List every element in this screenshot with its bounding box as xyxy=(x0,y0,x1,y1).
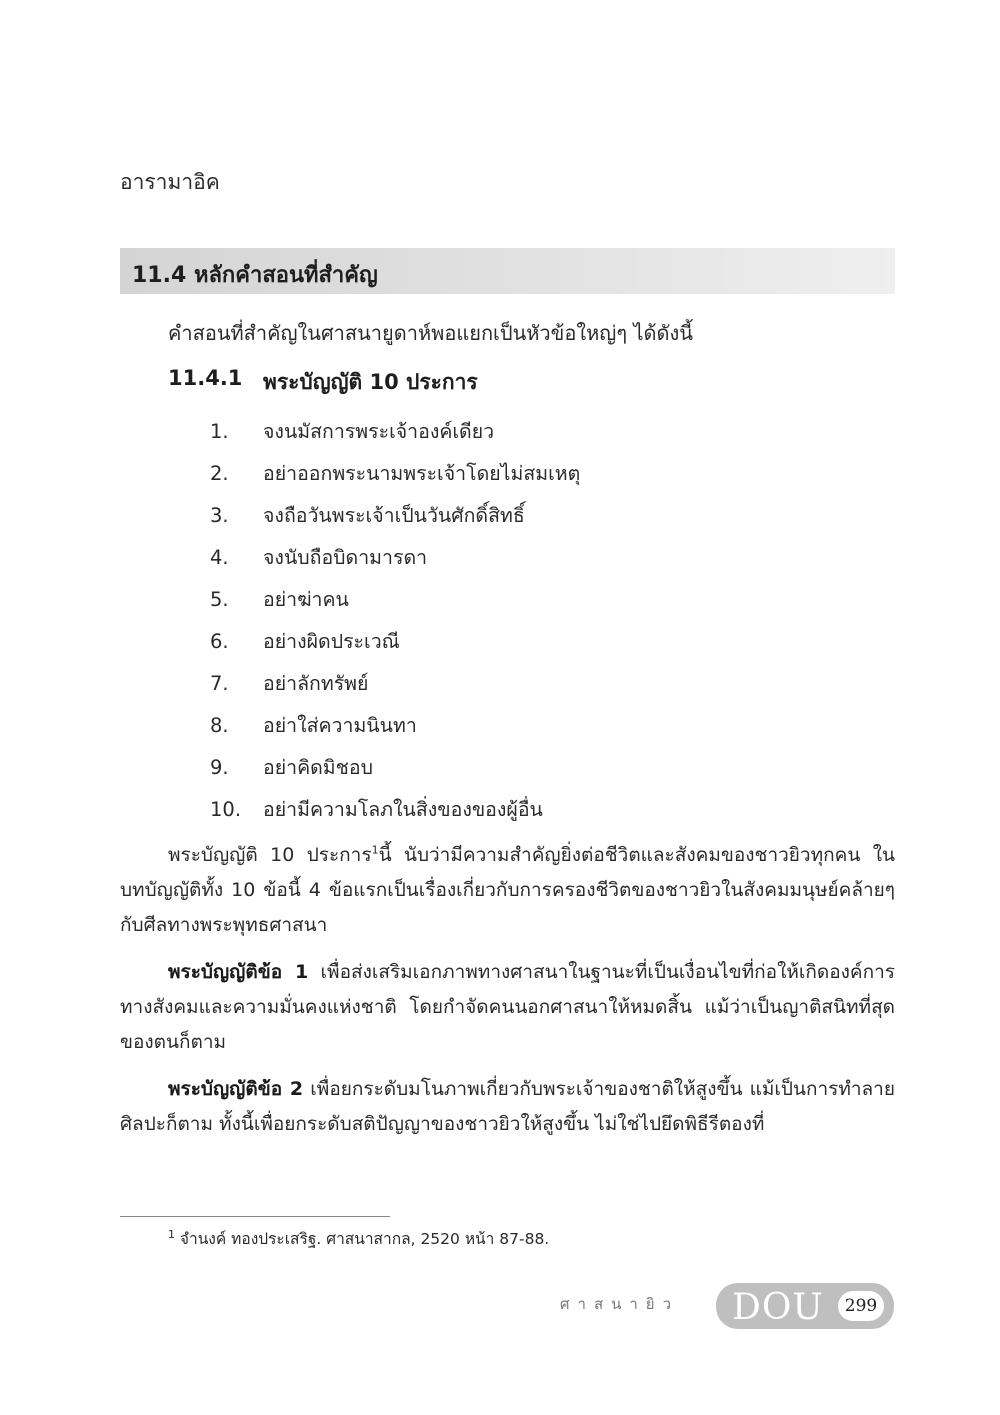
list-item-number: 8. xyxy=(210,713,229,737)
running-title: ศาสนายิว xyxy=(560,1295,679,1313)
list-item-text: จงถือวันพระเจ้าเป็นวันศักดิ์สิทธิ์ xyxy=(263,503,525,527)
list-item-text: อย่างผิดประเวณี xyxy=(263,629,400,653)
section-header xyxy=(120,248,895,294)
footnote-reference: 1 xyxy=(371,843,379,857)
list-item-text: จงนับถือบิดามารดา xyxy=(263,545,428,569)
paragraph-bold-lead: พระบัญญัติข้อ 2 xyxy=(168,1078,304,1100)
footnote xyxy=(168,1226,549,1251)
paragraph-text: นี้ นับว่ามีความสำคัญยิ่งต่อชีวิตและสังคมของชาวยิวทุกคน ในบทบัญญัติทั้ง 10 ข้อนี้ 4 ข้อแรกเป็นเรื่องเกี่ยวกับการครองชีวิตของชาวยิวในสังคมมนุษย์คล้ายๆ กับศีลทางพระพุทธศาสนา xyxy=(120,844,895,936)
list-item xyxy=(210,620,580,662)
list-item-text: อย่ามีความโลภในสิ่งของของผู้อื่น xyxy=(263,797,543,821)
commandment-list xyxy=(210,410,580,830)
list-item xyxy=(210,704,580,746)
list-item-number: 10. xyxy=(210,797,242,821)
list-item xyxy=(210,788,580,830)
list-item-number: 6. xyxy=(210,629,229,653)
list-item-number: 1. xyxy=(210,419,229,443)
list-item xyxy=(210,536,580,578)
list-item-text: อย่าลักทรัพย์ xyxy=(263,671,369,695)
paragraph-1 xyxy=(120,838,895,943)
list-item-text: อย่าฆ่าคน xyxy=(263,587,349,611)
paragraph-text: เพื่อยกระดับมโนภาพเกี่ยวกับพระเจ้าของชาติให้สูงขึ้น แม้เป็นการทำลายศิลปะก็ตาม ทั้งนี้เพื่อยกระดับสติปัญญาของชาวยิวให้สูงขึ้น ไม่ใช่ไปยึดพิธีรีตองที่ xyxy=(120,1078,895,1135)
intro-text: คำสอนที่สำคัญในศาสนายูดาห์พอแยกเป็นหัวข้อใหญ่ๆ ได้ดังนี้ xyxy=(168,321,693,345)
list-item-number: 9. xyxy=(210,755,229,779)
list-item-number: 4. xyxy=(210,545,229,569)
dou-logo-badge xyxy=(716,1283,894,1329)
list-item-text: อย่าใส่ความนินทา xyxy=(263,713,417,737)
dou-logo-text: DOU xyxy=(732,1287,824,1328)
paragraph-lead: พระบัญญัติ 10 ประการ xyxy=(168,844,372,866)
list-item-number: 7. xyxy=(210,671,229,695)
list-item xyxy=(210,452,580,494)
paragraph-text: เพื่อส่งเสริมเอกภาพทางศาสนาในฐานะที่เป็นเงื่อนไขที่ก่อให้เกิดองค์การทางสังคมและความมั่นคงแห่งชาติ โดยกำจัดคนนอกศาสนาให้หมดสิ้น แม้ว่าเป็นญาติสนิทที่สุดของตนก็ตาม xyxy=(120,961,896,1053)
page-number: 299 xyxy=(838,1291,884,1321)
section-title: 11.4 หลักคำสอนที่สำคัญ xyxy=(132,263,378,288)
list-item xyxy=(210,662,580,704)
list-item-text: อย่าออกพระนามพระเจ้าโดยไม่สมเหตุ xyxy=(263,461,581,485)
top-word: อารามาอิค xyxy=(120,170,220,194)
list-item xyxy=(210,746,580,788)
paragraph-bold-lead: พระบัญญัติข้อ 1 xyxy=(168,961,309,983)
list-item-number: 5. xyxy=(210,587,229,611)
list-item xyxy=(210,578,580,620)
list-item-text: อย่าคิดมิชอบ xyxy=(263,755,373,779)
list-item-number: 2. xyxy=(210,461,229,485)
list-item-text: จงนมัสการพระเจ้าองค์เดียว xyxy=(263,419,495,443)
list-item xyxy=(210,494,580,536)
list-item-number: 3. xyxy=(210,503,229,527)
footnote-text: จำนงค์ ทองประเสริฐ. ศาสนาสากล, 2520 หน้า 87-88. xyxy=(175,1230,550,1248)
footnote-divider xyxy=(120,1216,390,1217)
footnote-mark: 1 xyxy=(168,1227,175,1241)
paragraph-2 xyxy=(120,955,895,1060)
subsection-number: 11.4.1 xyxy=(168,366,243,390)
subsection-title: พระบัญญัติ 10 ประการ xyxy=(263,370,478,394)
list-item xyxy=(210,410,580,452)
paragraph-3 xyxy=(120,1072,895,1142)
